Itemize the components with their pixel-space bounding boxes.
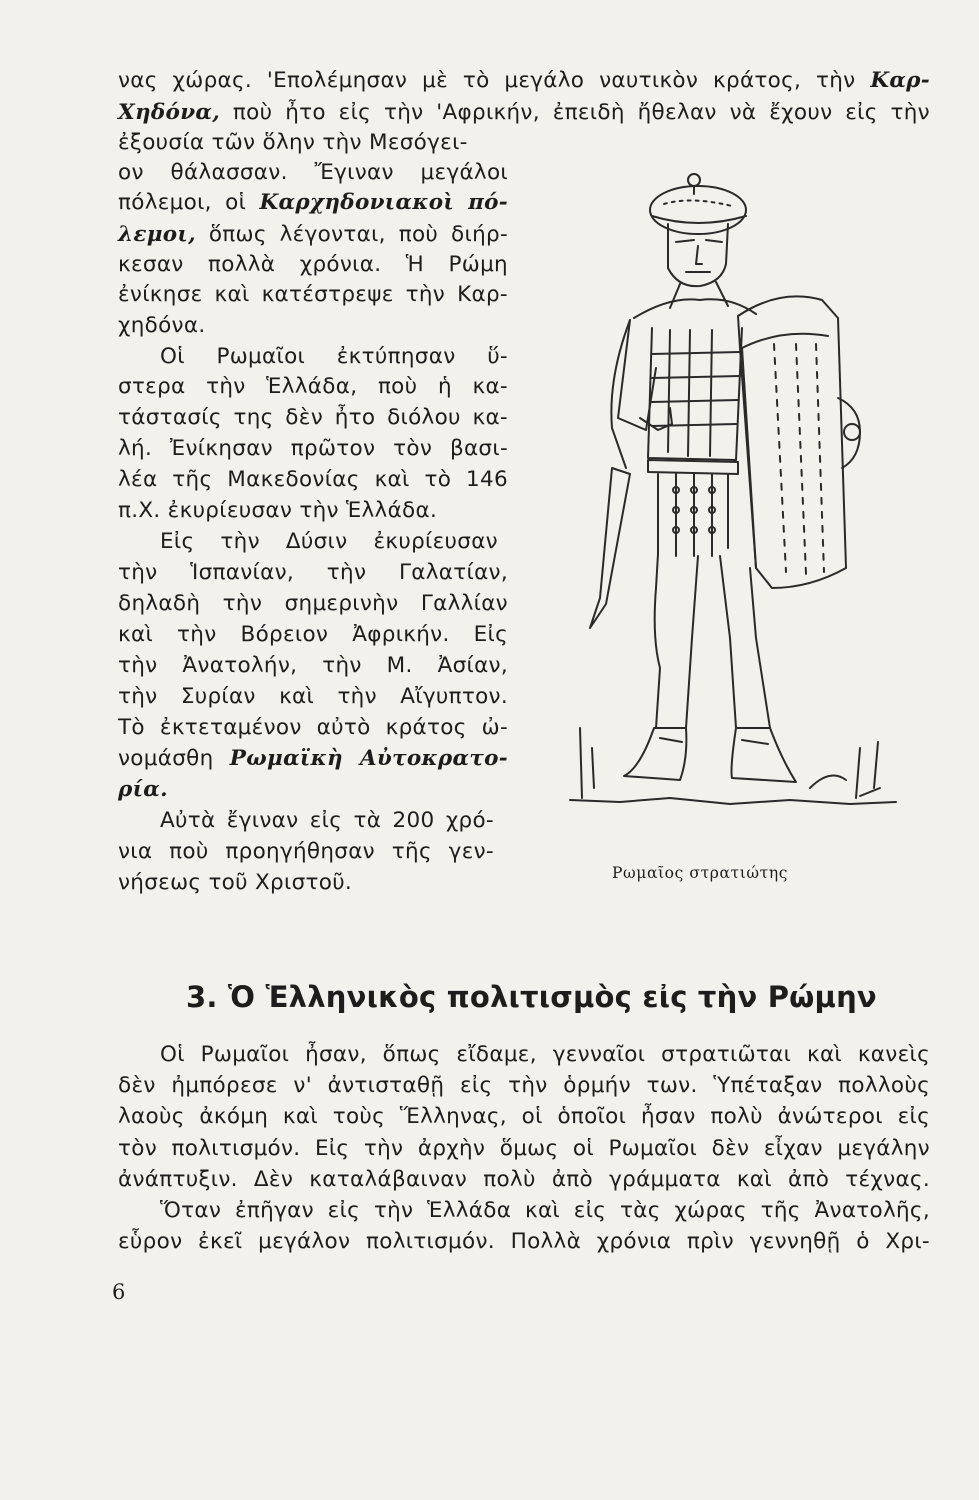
text-line: Οἱ Ρωμαῖοι ἦσαν, ὅπως εἴδαμε, γενναῖοι στρατιῶται καὶ κανεὶς (160, 1042, 930, 1067)
text-line: νας χώρας. 'Επολέμησαν μὲ τὸ μεγάλο ναυτικὸν κράτος, τὴν Καρ- (118, 68, 930, 93)
text-line: λαοὺς ἀκόμη καὶ τοὺς Ἕλληνας, οἱ ὁποῖοι ἦσαν πολὺ ἀνώτεροι εἰς (118, 1104, 930, 1129)
text-line: εὗρον ἐκεῖ μεγάλον πολιτισμόν. Πολλὰ χρόνια πρὶν γεννηθῇ ὁ Χρι- (118, 1229, 930, 1254)
roman-soldier-illustration (560, 168, 905, 840)
text-line: Ὅταν ἐπῆγαν εἰς τὴν Ἑλλάδα καὶ εἰς τὰς χώρας τῆς Ἀνατολῆς, (160, 1198, 930, 1223)
page-number: 6 (112, 1280, 126, 1304)
text-line: ρία. (118, 777, 168, 802)
text-line: δὲν ἠμπόρεσε ν' ἀντισταθῇ εἰς τὴν ὁρμήν των. Ὑπέταξαν πολλοὺς (118, 1073, 930, 1098)
text-line: καὶ τὴν Βόρειον Ἀφρικήν. Εἰς (118, 622, 508, 647)
illustration-caption: Ρωμαῖος στρατιώτης (612, 864, 788, 882)
text-line: Τὸ ἐκτεταμένον αὐτὸ κράτος ὠ- (118, 715, 508, 740)
text-line: ἐνίκησε καὶ κατέστρεψε τὴν Καρ- (118, 282, 508, 307)
text-line: Οἱ Ρωμαῖοι ἐκτύπησαν ὕ- (160, 344, 508, 369)
text-line: νια ποὺ προηγήθησαν τῆς γεν- (118, 839, 494, 864)
text-line: τὴν Συρίαν καὶ τὴν Αἴγυπτον. (118, 684, 508, 709)
text-line: τάστασίς της δὲν ἦτο διόλου κα- (118, 405, 508, 430)
text-line: χηδόνα. (118, 313, 206, 338)
text-line: στερα τὴν Ἑλλάδα, ποὺ ἡ κα- (118, 374, 508, 399)
section-heading: 3. Ὁ Ἑλληνικὸς πολιτισμὸς εἰς τὴν Ρώμην (186, 980, 877, 1014)
text-line: τὴν Ἀνατολήν, τὴν Μ. Ἀσίαν, (118, 653, 508, 678)
text-line: λεμοι, ὅπως λέγονται, ποὺ διήρ- (118, 222, 508, 247)
text-line: πόλεμοι, οἱ Καρχηδονιακοὶ πό- (118, 190, 508, 215)
text-line: π.Χ. ἐκυρίευσαν τὴν Ἑλλάδα. (118, 498, 438, 523)
text-line: τὴν Ἱσπανίαν, τὴν Γαλατίαν, (118, 560, 508, 585)
text-line: λέα τῆς Μακεδονίας καὶ τὸ 146 (118, 467, 508, 492)
text-line: ἐξουσία τῶν ὅλην τὴν Μεσόγει- (118, 130, 468, 155)
text-line: δηλαδὴ τὴν σημερινὴν Γαλλίαν (118, 591, 508, 616)
text-line: ον θάλασσαν. Ἔγιναν μεγάλοι (118, 160, 508, 185)
text-line: Αὐτὰ ἔγιναν εἰς τὰ 200 χρό- (160, 808, 494, 833)
text-line: νήσεως τοῦ Χριστοῦ. (118, 870, 353, 895)
text-line: κεσαν πολλὰ χρόνια. Ἡ Ρώμη (118, 252, 508, 277)
text-line: τὸν πολιτισμόν. Εἰς τὴν ἀρχὴν ὅμως οἱ Ρωμαῖοι δὲν εἶχαν μεγάλην (118, 1136, 930, 1161)
text-line: λή. Ἐνίκησαν πρῶτον τὸν βασι- (118, 436, 508, 461)
text-line: Εἰς τὴν Δύσιν ἐκυρίευσαν (160, 529, 498, 554)
text-line: νομάσθη Ρωμαϊκὴ Αὐτοκρατο- (118, 746, 508, 771)
text-line: ἀνάπτυξιν. Δὲν καταλάβαιναν πολὺ ἀπὸ γράμματα καὶ ἀπὸ τέχνας. (118, 1167, 930, 1192)
text-line: Χηδόνα, ποὺ ἦτο εἰς τὴν 'Αφρικήν, ἐπειδὴ ἤθελαν νὰ ἔχουν εἰς τὴν (118, 100, 930, 125)
